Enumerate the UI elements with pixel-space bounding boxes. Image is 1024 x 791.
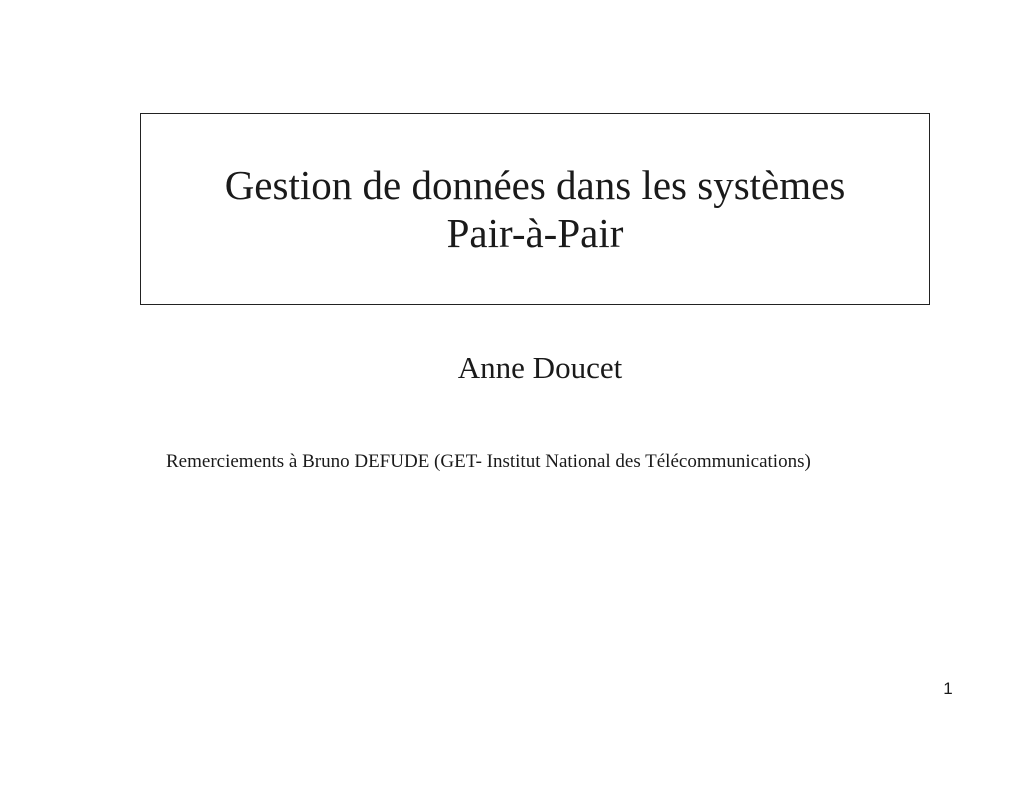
acknowledgement-text: Remerciements à Bruno DEFUDE (GET- Institut National des Télécommunications) xyxy=(166,451,811,472)
title-box xyxy=(140,113,930,305)
author-name: Anne Doucet xyxy=(457,350,623,385)
slide-title-line-1: Gestion de données dans les systèmes xyxy=(224,162,846,208)
page-number: 1 xyxy=(943,679,953,698)
slide-title-line-2: Pair-à-Pair xyxy=(446,210,624,256)
